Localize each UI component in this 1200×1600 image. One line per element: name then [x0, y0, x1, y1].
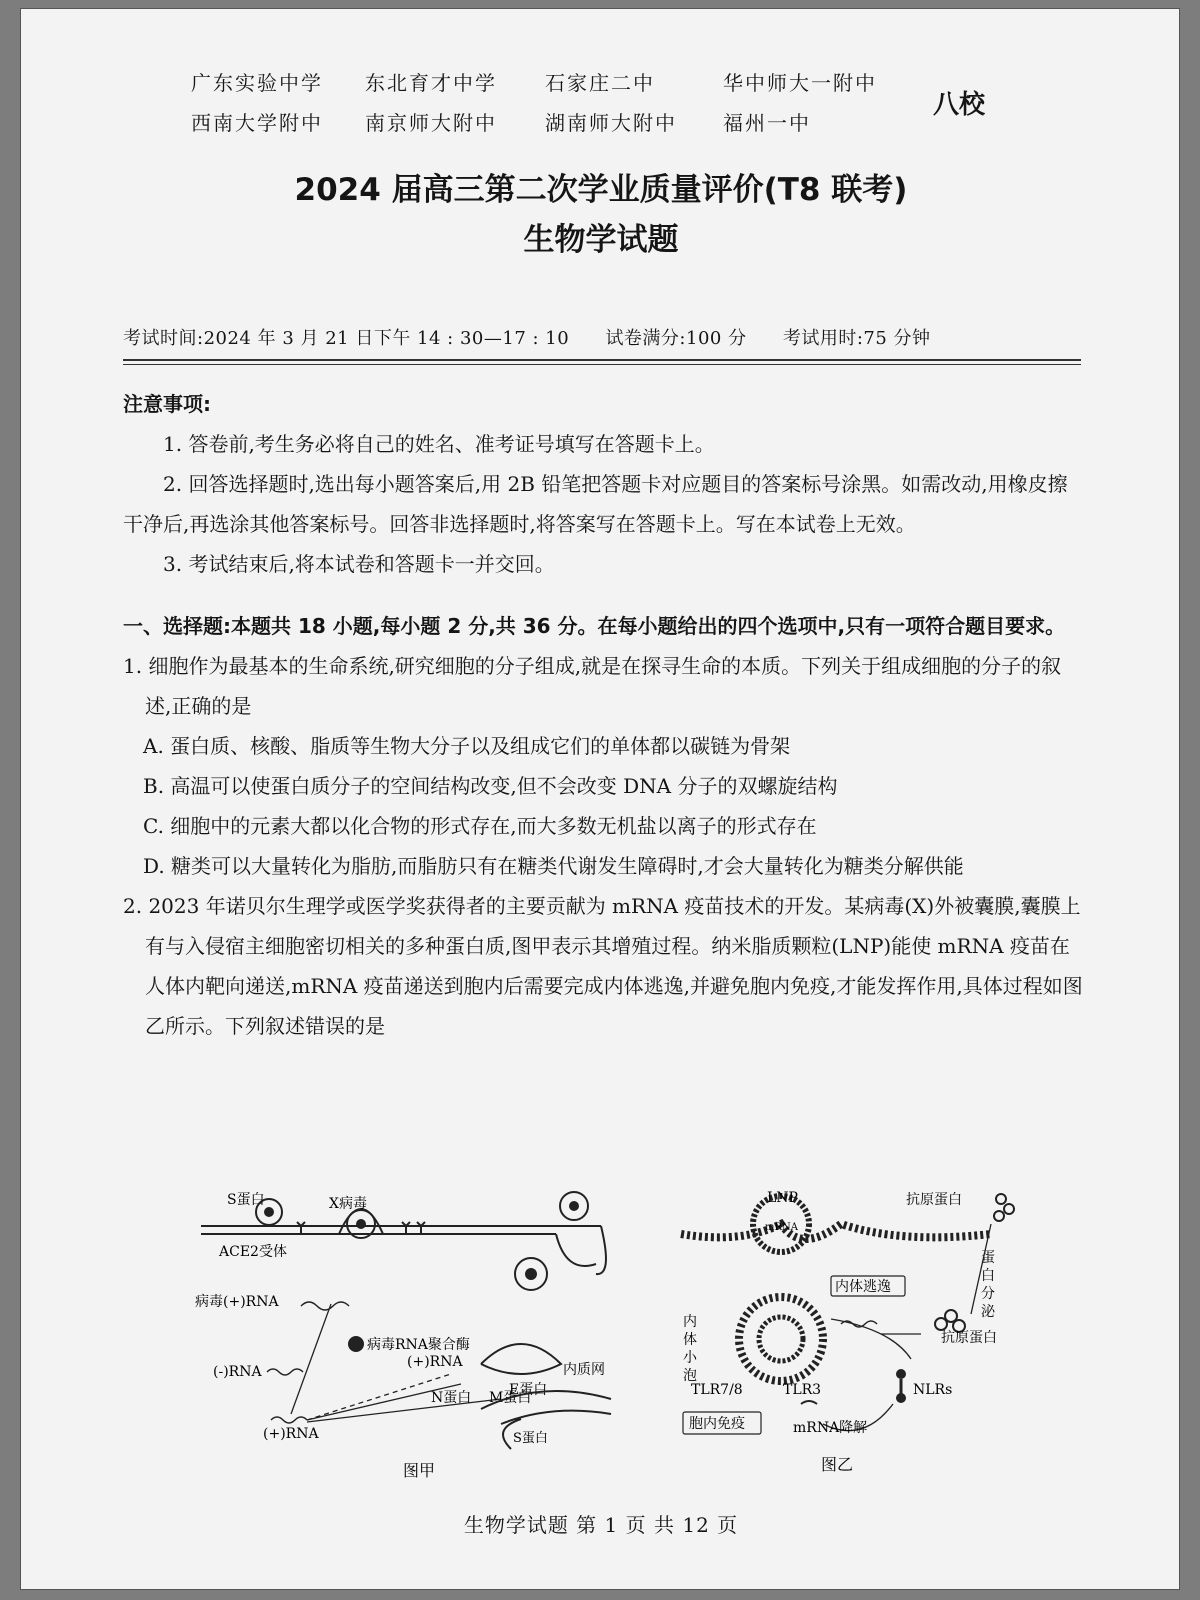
question-1-stem: 1. 细胞作为最基本的生命系统,研究细胞的分子组成,就是在探寻生命的本质。下列关于组成细胞的分子的叙述,正确的是: [123, 654, 1062, 718]
fig-a-n-protein: N蛋白: [431, 1390, 472, 1406]
question-1-option-b: B. 高温可以使蛋白质分子的空间结构改变,但不会改变 DNA 分子的双螺旋结构: [143, 774, 838, 798]
golgi-shape: [481, 1344, 561, 1374]
fig-b-antigen-top: 抗原蛋白: [906, 1192, 962, 1208]
fig-a-er: 内质网: [563, 1362, 605, 1378]
exam-info: [123, 324, 1083, 350]
question-2-stem-lead: 2. 2023 年诺贝尔生理学或医学奖获得者的主要贡献为: [123, 894, 606, 918]
fig-b-caption: 图乙: [821, 1455, 854, 1474]
school-name: 南京师大附中: [365, 110, 497, 135]
exam-subject: 生物学试题: [523, 222, 679, 258]
school-name: 福州一中: [723, 110, 811, 135]
fig-a-plus-rna-bottom: (+)RNA: [263, 1426, 319, 1442]
fig-a-s-protein: S蛋白: [227, 1192, 265, 1208]
figures: [181, 1184, 1061, 1484]
figure-b: [681, 1190, 1014, 1474]
fig-b-tlr78: TLR7/8: [691, 1382, 743, 1398]
exam-page: [20, 8, 1180, 1590]
school-row-2: [191, 101, 951, 141]
exam-duration: 考试用时:75 分钟: [782, 328, 931, 349]
note-item: 2. 回答选择题时,选出每小题答案后,用 2B 铅笔把答题卡对应题目的答案标号涂黑。如需改动,用橡皮擦干净后,再选涂其他答案标号。回答非选择题时,将答案写在答题卡上。写在本试卷上无效。: [123, 472, 1068, 536]
fig-b-endosome-1: 内: [683, 1314, 697, 1330]
fig-b-lnp: LNP: [767, 1190, 798, 1206]
question-2-stem: [123, 886, 1083, 1046]
exam-body: [123, 384, 1083, 1046]
section-heading: 一、选择题:本题共 18 小题,每小题 2 分,共 36 分。在每小题给出的四个选项中,只有一项符合题目要求。: [123, 614, 1066, 638]
fig-b-secretion-3: 分: [981, 1286, 995, 1302]
fig-a-plus-rna-mid: (+)RNA: [407, 1354, 463, 1370]
fig-b-endosome-4: 泡: [683, 1368, 697, 1384]
fig-b-endosome-2: 体: [683, 1332, 697, 1348]
exam-time: 考试时间:2024 年 3 月 21 日下午 14 : 30—17 : 10: [123, 328, 570, 349]
divider: [123, 364, 1081, 365]
fig-b-secretion-4: 泌: [981, 1304, 995, 1320]
fig-b-tlr3: TLR3: [783, 1382, 822, 1398]
endosome-icon: [739, 1297, 823, 1381]
eight-schools-label: 八校: [933, 90, 986, 120]
figure-a: [195, 1192, 611, 1480]
fig-a-caption: 图甲: [403, 1461, 436, 1480]
fig-b-mrna-degradation: mRNA降解: [793, 1420, 868, 1436]
question-1-option-c: C. 细胞中的元素大都以化合物的形式存在,而大多数无机盐以离子的形式存在: [143, 814, 817, 838]
notes-heading: 注意事项:: [123, 392, 211, 416]
question-2-stem-rest: mRNA 疫苗技术的开发。某病毒(X)外被囊膜,囊膜上有与入侵宿主细胞密切相关的多种蛋白质,图甲表示其增殖过程。纳米脂质颗粒(LNP)能使 mRNA 疫苗在人体内靶向递送,mRNA 疫苗递送到胞内后需要完成内体逃逸,并避免胞内免疫,才能发挥作用,具体过程如图乙所示。下列叙述错误的是: [145, 894, 1083, 1038]
school-name: 石家庄二中: [545, 70, 655, 95]
fig-b-intracellular-immunity: 胞内免疫: [689, 1416, 745, 1432]
fig-a-m-protein: M蛋白: [489, 1390, 532, 1406]
note-item: 1. 答卷前,考生务必将自己的姓名、准考证号填写在答题卡上。: [163, 432, 715, 456]
fig-b-endosome-3: 小: [683, 1350, 697, 1366]
fig-b-secretion-1: 蛋: [981, 1250, 995, 1266]
school-list: [191, 61, 951, 141]
fig-a-minus-rna: (-)RNA: [213, 1364, 262, 1380]
fig-b-endosome-escape: 内体逃逸: [835, 1279, 891, 1295]
fig-a-s-protein-2: S蛋白: [513, 1431, 548, 1446]
school-name: 东北育才中学: [365, 70, 497, 95]
school-name: 西南大学附中: [191, 110, 323, 135]
school-name: 华中师大一附中: [723, 70, 877, 95]
full-score: 试卷满分:100 分: [605, 328, 747, 349]
fig-b-nlrs: NLRs: [913, 1382, 953, 1398]
page-footer: 生物学试题 第 1 页 共 12 页: [463, 1513, 739, 1537]
fig-a-virus-rna: 病毒(+)RNA: [195, 1294, 279, 1310]
fig-a-polymerase: 病毒RNA聚合酶: [367, 1337, 470, 1353]
question-1-option-a: A. 蛋白质、核酸、脂质等生物大分子以及组成它们的单体都以碳链为骨架: [143, 734, 791, 758]
fig-a-e-protein: E蛋白: [509, 1382, 548, 1398]
question-1-option-d: D. 糖类可以大量转化为脂肪,而脂肪只有在糖类代谢发生障碍时,才会大量转化为糖类分解供能: [143, 854, 964, 878]
school-name: 湖南师大附中: [545, 110, 677, 135]
exam-title: 2024 届高三第二次学业质量评价(T8 联考): [294, 172, 908, 208]
note-item: 3. 考试结束后,将本试卷和答题卡一并交回。: [163, 552, 555, 576]
school-row-1: [191, 61, 951, 101]
fig-a-ace2: ACE2受体: [219, 1244, 287, 1260]
school-name: 广东实验中学: [191, 70, 323, 95]
fig-b-antigen-mid: 抗原蛋白: [941, 1330, 997, 1346]
fig-b-mrna: mRNA: [765, 1222, 798, 1233]
fig-b-secretion-2: 白: [981, 1268, 995, 1284]
fig-a-x-virus: X病毒: [329, 1196, 367, 1212]
divider: [123, 359, 1081, 361]
